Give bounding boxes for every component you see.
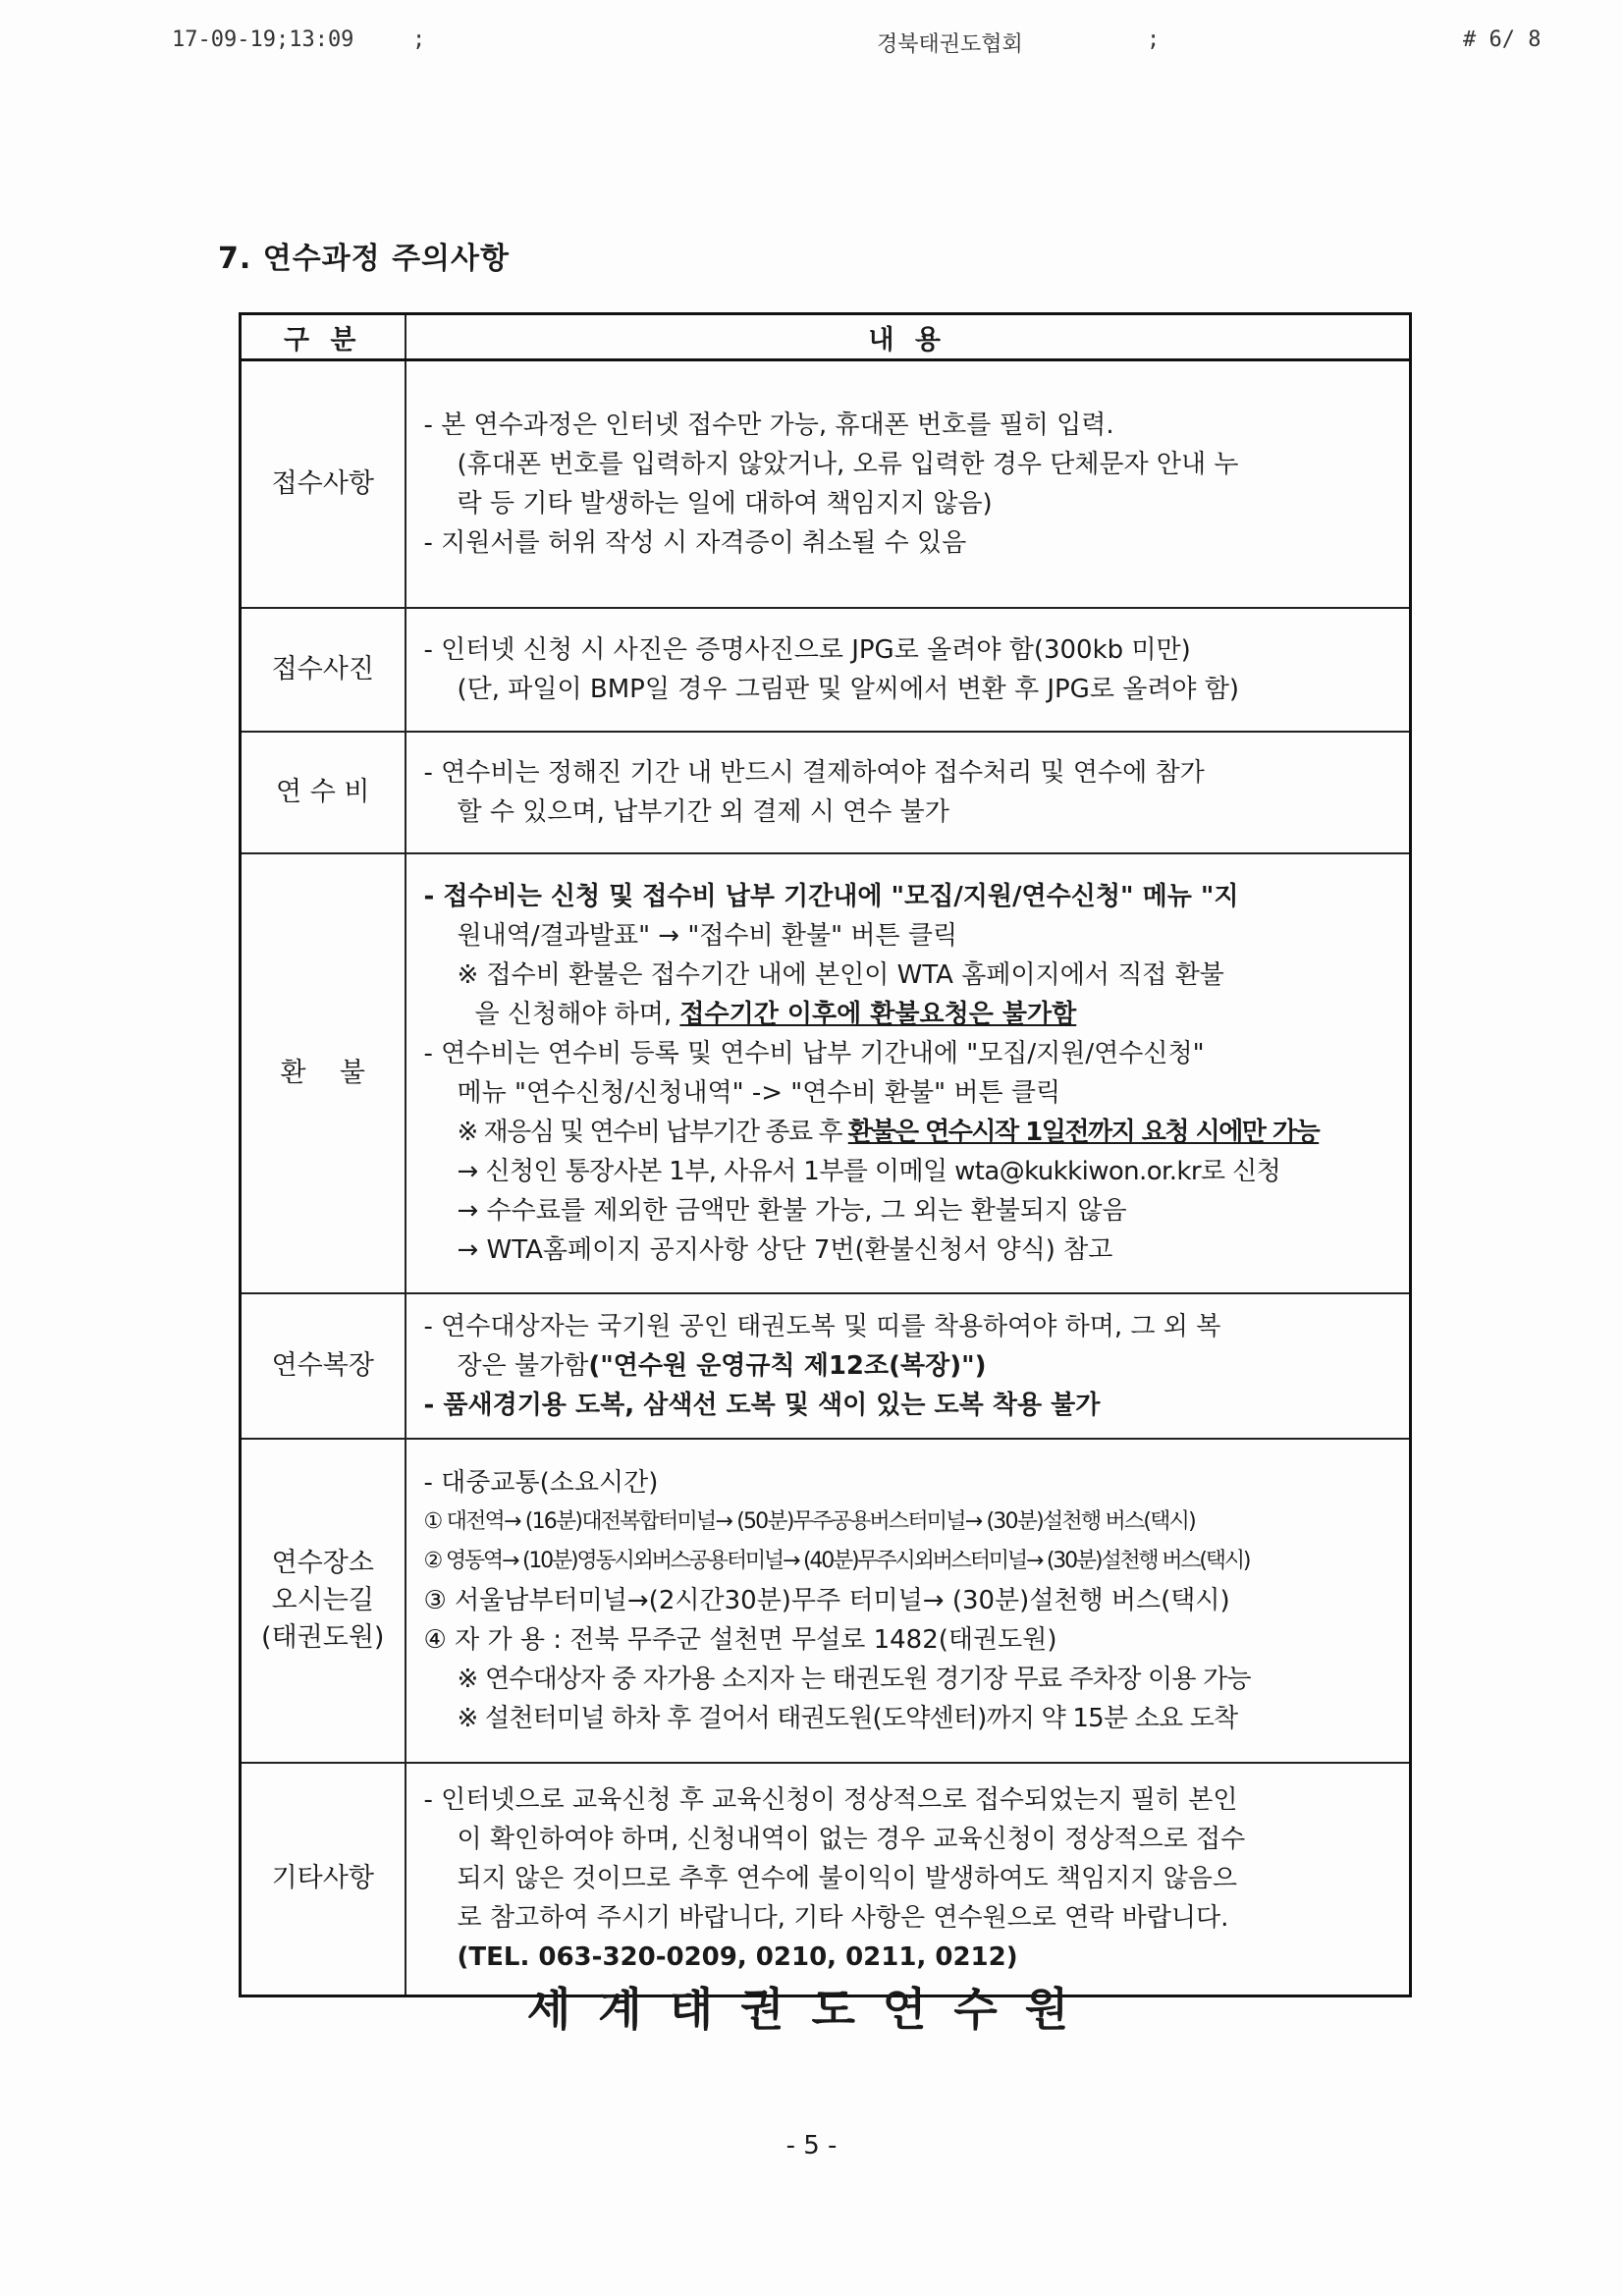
row-category: 접수사진 xyxy=(241,608,406,732)
fax-sender: 경북태권도협회 xyxy=(877,32,1023,57)
content-line: (휴대폰 번호를 입력하지 않았거나, 오류 입력한 경우 단체문자 안내 누 xyxy=(457,449,1239,479)
organization-name: 세계태권도연수원 xyxy=(526,1983,1097,2036)
row-content xyxy=(406,1763,1411,1996)
content-line: ③ 서울남부터미널→(2시간30분)무주 터미널→ (30분)설천행 버스(택시) xyxy=(423,1585,1230,1615)
content-line: → WTA홈페이지 공지사항 상단 7번(환불신청서 양식) 참고 xyxy=(457,1234,1113,1265)
content-line: ② 영동역→ (10분)영동시외버스공용터미널→ (40분)무주시외버스터미널→ (30분)설천행 버스(택시) xyxy=(423,1548,1250,1573)
content-line: (TEL. 063-320-0209, 0210, 0211, 0212) xyxy=(457,1942,1018,1973)
content-line: → 신청인 통장사본 1부, 사유서 1부를 이메일 wta@kukkiwon.or.kr로 신청 xyxy=(457,1156,1281,1186)
content-line: - 연수비는 정해진 기간 내 반드시 결제하여야 접수처리 및 연수에 참가 xyxy=(423,757,1205,788)
content-line: 할 수 있으며, 납부기간 외 결제 시 연수 불가 xyxy=(457,796,949,827)
category-line: 연수장소 xyxy=(271,1547,374,1578)
row-category xyxy=(241,1439,406,1763)
content-line: - 품새경기용 도복, 삼색선 도복 및 색이 있는 도복 착용 불가 xyxy=(423,1390,1101,1420)
row-category: 연수복장 xyxy=(241,1293,406,1439)
row-content xyxy=(406,608,1411,732)
content-line: - 대중교통(소요시간) xyxy=(423,1467,659,1498)
fax-separator: ; xyxy=(1147,27,1161,52)
fax-separator: ; xyxy=(412,27,426,52)
content-line: 되지 않은 것이므로 추후 연수에 불이익이 발생하여도 책임지지 않음으 xyxy=(457,1864,1237,1894)
header-content: 내 용 xyxy=(406,314,1411,360)
content-line: ※ 연수대상자 중 자가용 소지자 는 태권도원 경기장 무료 주차장 이용 가능 xyxy=(457,1664,1251,1694)
content-text-bold: ("연수원 운영규칙 제12조(복장)") xyxy=(588,1350,987,1381)
content-line: 로 참고하여 주시기 바랍니다, 기타 사항은 연수원으로 연락 바랍니다. xyxy=(457,1903,1229,1934)
content-line: → 수수료를 제외한 금액만 환불 가능, 그 외는 환불되지 않음 xyxy=(457,1195,1127,1226)
row-content xyxy=(406,732,1411,853)
content-line: 원내역/결과발표" → "접수비 환불" 버튼 클릭 xyxy=(457,920,958,951)
content-line: 락 등 기타 발생하는 일에 대하여 책임지지 않음) xyxy=(457,488,993,519)
content-line: - 인터넷 신청 시 사진은 증명사진으로 JPG로 올려야 함(300kb 미만) xyxy=(423,634,1191,665)
notice-table xyxy=(239,312,1412,1997)
content-line: 이 확인하여야 하며, 신청내역이 없는 경우 교육신청이 정상적으로 접수 xyxy=(457,1825,1246,1855)
fax-page-indicator: # 6/ 8 xyxy=(1463,27,1542,52)
content-line: ※ 접수비 환불은 접수기간 내에 본인이 WTA 홈페이지에서 직접 환불 xyxy=(457,959,1224,990)
underlined-notice: 환불은 연수시작 1일전까지 요청 시에만 가능 xyxy=(847,1117,1320,1147)
underlined-notice: 접수기간 이후에 환불요청은 불가함 xyxy=(679,999,1077,1029)
content-line: ① 대전역→ (16분)대전복합터미널→ (50분)무주공용버스터미널→ (30분)설천행 버스(택시) xyxy=(423,1508,1195,1534)
row-category: 기타사항 xyxy=(241,1763,406,1996)
content-line: - 인터넷으로 교육신청 후 교육신청이 정상적으로 접수되었는지 필히 본인 xyxy=(423,1785,1238,1816)
table-row xyxy=(241,1439,1411,1763)
row-content xyxy=(406,360,1411,608)
row-category: 연 수 비 xyxy=(241,732,406,853)
content-line xyxy=(424,1346,1396,1386)
content-line xyxy=(424,995,1396,1034)
content-line: ※ 설천터미널 하차 후 걸어서 태권도원(도약센터)까지 약 15분 소요 도착 xyxy=(457,1703,1238,1733)
row-content xyxy=(406,1439,1411,1763)
content-line: - 접수비는 신청 및 접수비 납부 기간내에 "모집/지원/연수신청" 메뉴 "지 xyxy=(423,881,1239,911)
content-line: 메뉴 "연수신청/신청내역" -> "연수비 환불" 버튼 클릭 xyxy=(457,1077,1061,1108)
content-text: 을 신청해야 하며, xyxy=(474,999,680,1029)
fax-header xyxy=(0,27,1623,67)
page-number: - 5 - xyxy=(785,2131,838,2160)
table-row xyxy=(241,732,1411,853)
row-category: 접수사항 xyxy=(241,360,406,608)
category-line: 오시는길 xyxy=(271,1584,374,1615)
table-row xyxy=(241,853,1411,1293)
category-line: (태권도원) xyxy=(261,1621,385,1653)
content-line: - 연수비는 연수비 등록 및 연수비 납부 기간내에 "모집/지원/연수신청" xyxy=(423,1038,1205,1068)
row-content xyxy=(406,853,1411,1293)
header-category: 구 분 xyxy=(241,314,406,360)
table-row xyxy=(241,1763,1411,1996)
table-row xyxy=(241,608,1411,732)
row-content xyxy=(406,1293,1411,1439)
table-header-row xyxy=(241,314,1411,360)
content-line: - 지원서를 허위 작성 시 자격증이 취소될 수 있음 xyxy=(423,527,967,558)
content-text: ※ 재응심 및 연수비 납부기간 종료 후 xyxy=(457,1117,848,1147)
content-text: 장은 불가함 xyxy=(457,1350,589,1381)
fax-timestamp: 17-09-19;13:09 xyxy=(172,27,354,52)
content-line: - 본 연수과정은 인터넷 접수만 가능, 휴대폰 번호를 필히 입력. xyxy=(423,410,1114,440)
row-category: 환 불 xyxy=(241,853,406,1293)
content-line xyxy=(424,1113,1396,1152)
table-row xyxy=(241,1293,1411,1439)
content-line: - 연수대상자는 국기원 공인 태권도복 및 띠를 착용하여야 하며, 그 외 복 xyxy=(423,1311,1221,1341)
content-line: ④ 자 가 용 : 전북 무주군 설천면 무설로 1482(태권도원) xyxy=(423,1624,1057,1655)
table-row xyxy=(241,360,1411,608)
content-line: (단, 파일이 BMP일 경우 그림판 및 알씨에서 변환 후 JPG로 올려야 함) xyxy=(457,674,1240,704)
section-title: 7. 연수과정 주의사항 xyxy=(218,242,510,276)
